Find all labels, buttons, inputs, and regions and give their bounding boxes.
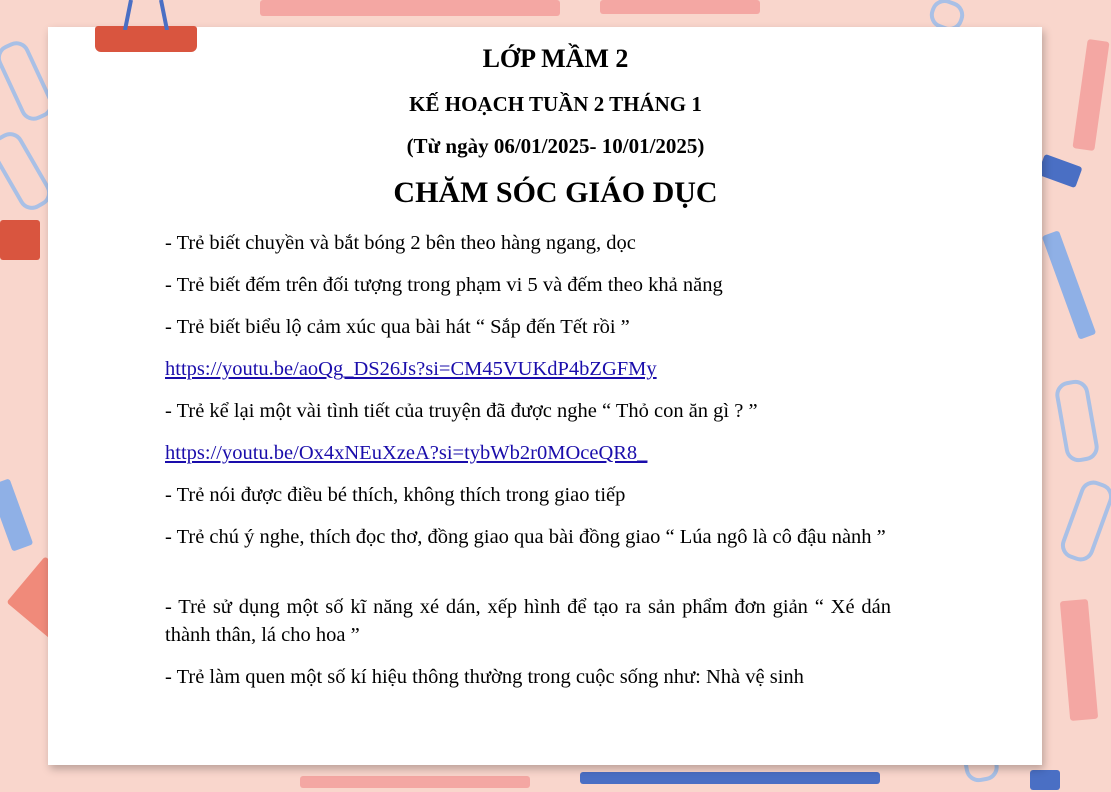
list-item: - Trẻ biết đếm trên đối tượng trong phạm vi 5 và đếm theo khả năng: [165, 274, 723, 296]
list-item: - Trẻ kể lại một vài tình tiết của truyện đã được nghe “ Thỏ con ăn gì ? ”: [165, 400, 758, 422]
list-item: - Trẻ sử dụng một số kĩ năng xé dán, xếp hình để tạo ra sản phẩm đơn giản “ Xé dán thành thân, lá cho hoa ”: [165, 596, 891, 646]
pencil-icon: [600, 0, 760, 14]
pencil-icon: [1042, 230, 1097, 340]
youtube-link[interactable]: https://youtu.be/Ox4xNEuXzeA?si=tybWb2r0MOceQR8_: [165, 442, 648, 464]
pencil-icon: [0, 478, 33, 551]
list-item: - Trẻ biết biểu lộ cảm xúc qua bài hát “ Sắp đến Tết rồi ”: [165, 316, 630, 338]
date-range: (Từ ngày 06/01/2025- 10/01/2025): [406, 134, 705, 158]
list-item: - Trẻ biết chuyền và bắt bóng 2 bên theo hàng ngang, dọc: [165, 232, 636, 254]
paperclip-icon: [1053, 378, 1101, 465]
paperclip-icon: [1057, 477, 1111, 566]
class-name-heading: LỚP MẦM 2: [482, 44, 629, 73]
list-item: - Trẻ nói được điều bé thích, không thích trong giao tiếp: [165, 484, 626, 506]
youtube-link[interactable]: https://youtu.be/aoQg_DS26Js?si=CM45VUKdP4bZGFMy: [165, 358, 657, 380]
list-item: - Trẻ làm quen một số kí hiệu thông thường trong cuộc sống như: Nhà vệ sinh: [165, 666, 804, 688]
plan-title: KẾ HOẠCH TUẦN 2 THÁNG 1: [409, 92, 702, 116]
pencil-icon: [580, 772, 880, 784]
pencil-icon: [260, 0, 560, 16]
list-item: - Trẻ chú ý nghe, thích đọc thơ, đồng giao qua bài đồng giao “ Lúa ngô là cô đậu nành ”: [165, 526, 886, 548]
section-title: CHĂM SÓC GIÁO DỤC: [393, 176, 718, 209]
binder-clip-icon: [1030, 770, 1060, 790]
binder-clip-icon: [117, 0, 175, 30]
pencil-icon: [1060, 599, 1098, 721]
pencil-icon: [300, 776, 530, 788]
pencil-icon: [0, 220, 40, 260]
